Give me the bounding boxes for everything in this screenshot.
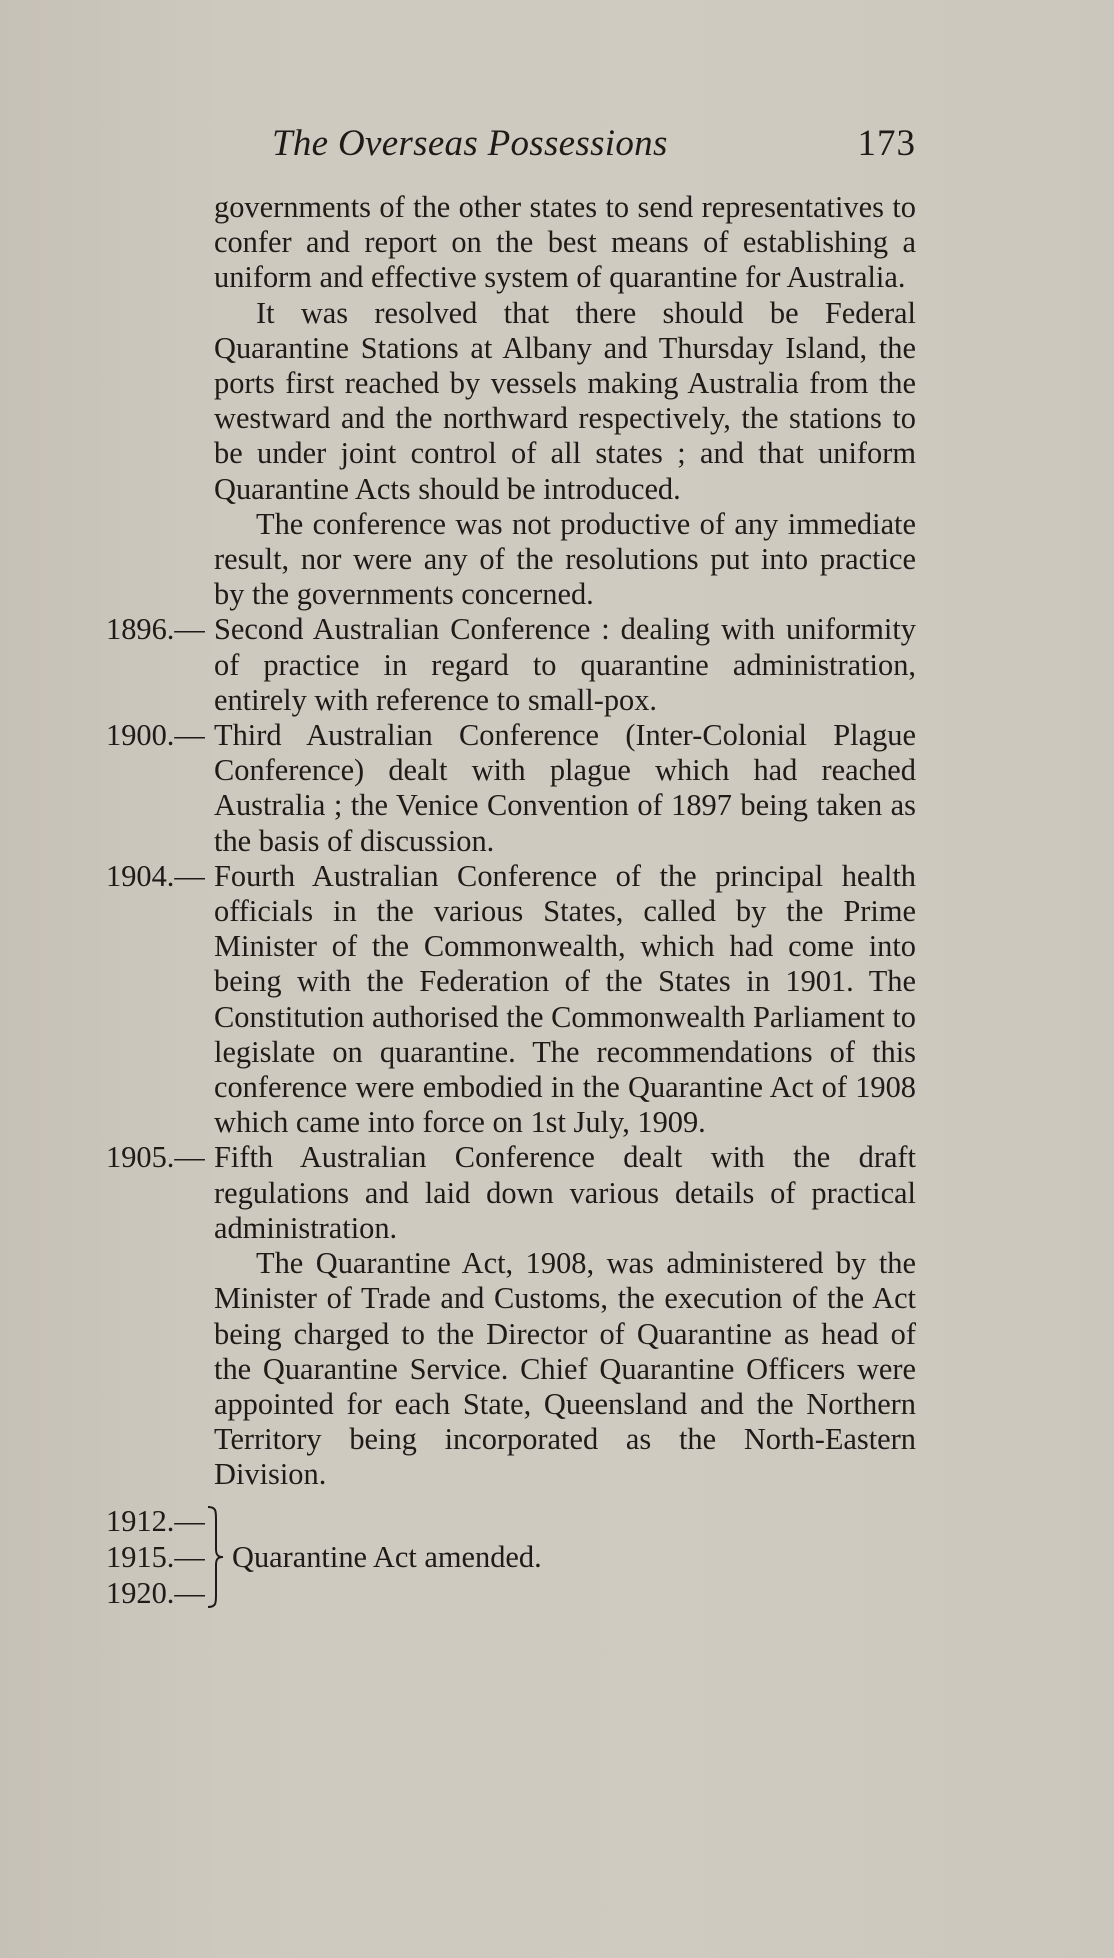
entry-text: Third Australian Conference (Inter-Colonial Plague Conference) dealt with plague which had reached Australia ; the Venice Convention of 1897 being taken as the basis of discussion.	[214, 718, 916, 858]
right-brace-icon	[206, 1505, 226, 1609]
running-head	[214, 122, 916, 172]
entry-year: 1900.—	[106, 718, 205, 753]
entry-year: 1905.—	[106, 1140, 205, 1175]
running-title: The Overseas Possessions	[272, 123, 668, 164]
amendment-text: Quarantine Act amended.	[232, 1539, 542, 1574]
amendment-years	[106, 1503, 214, 1611]
entry-text: Fifth Australian Conference dealt with the draft regulations and laid down various details of practical administration.	[214, 1140, 916, 1245]
paragraph-act-administration: The Quarantine Act, 1908, was administered by the Minister of Trade and Customs, the execution of the Act being charged to the Director of Quarantine as head of the Quarantine Service. Chief Quarantine Officers were appointed for each State, Queensland and the Northern Territory being incorporated as the North-Eastern Division.	[214, 1246, 916, 1492]
entry-text: Fourth Australian Conference of the principal health officials in the various States, called by the Prime Minister of the Commonwealth, which had come into being with the Federation of the States in 1901. The Constitution authorised the Commonwealth Parliament to legislate on quarantine. The recommendations of this conference were embodied in the Quarantine Act of 1908 which came into force on 1st July, 1909.	[214, 858, 916, 1140]
entry-year: 1904.—	[106, 858, 205, 893]
amendment-year-1920: 1920.—	[106, 1575, 205, 1610]
amendment-year-1912: 1912.—	[106, 1503, 205, 1538]
paragraph-resolution: It was resolved that there should be Federal Quarantine Stations at Albany and Thursday Island, the ports first reached by vessels making Australia from the westward and the northward respectively, the stations to be under joint control of all states ; and that uniform Quarantine Acts should be introduced.	[214, 295, 916, 506]
paragraph-conference-result: The conference was not productive of any immediate result, nor were any of the resolutions put into practice by the governments concerned.	[214, 506, 916, 612]
page-number: 173	[857, 123, 916, 164]
entry-1905	[106, 1140, 916, 1246]
amendments-group	[106, 1503, 916, 1611]
entry-text: Second Australian Conference : dealing with uniformity of practice in regard to quarantine administration, entirely with reference to small-pox.	[214, 612, 916, 717]
amendment-year-1915: 1915.—	[106, 1539, 205, 1574]
entry-1904	[106, 858, 916, 1141]
entry-year: 1896.—	[106, 612, 205, 647]
entry-1900	[106, 718, 916, 859]
entry-1896	[106, 612, 916, 718]
paragraph-continuation: governments of the other states to send representatives to confer and report on the best means of establishing a uniform and effective system of quarantine for Australia.	[214, 190, 916, 295]
body-text	[106, 190, 916, 1611]
